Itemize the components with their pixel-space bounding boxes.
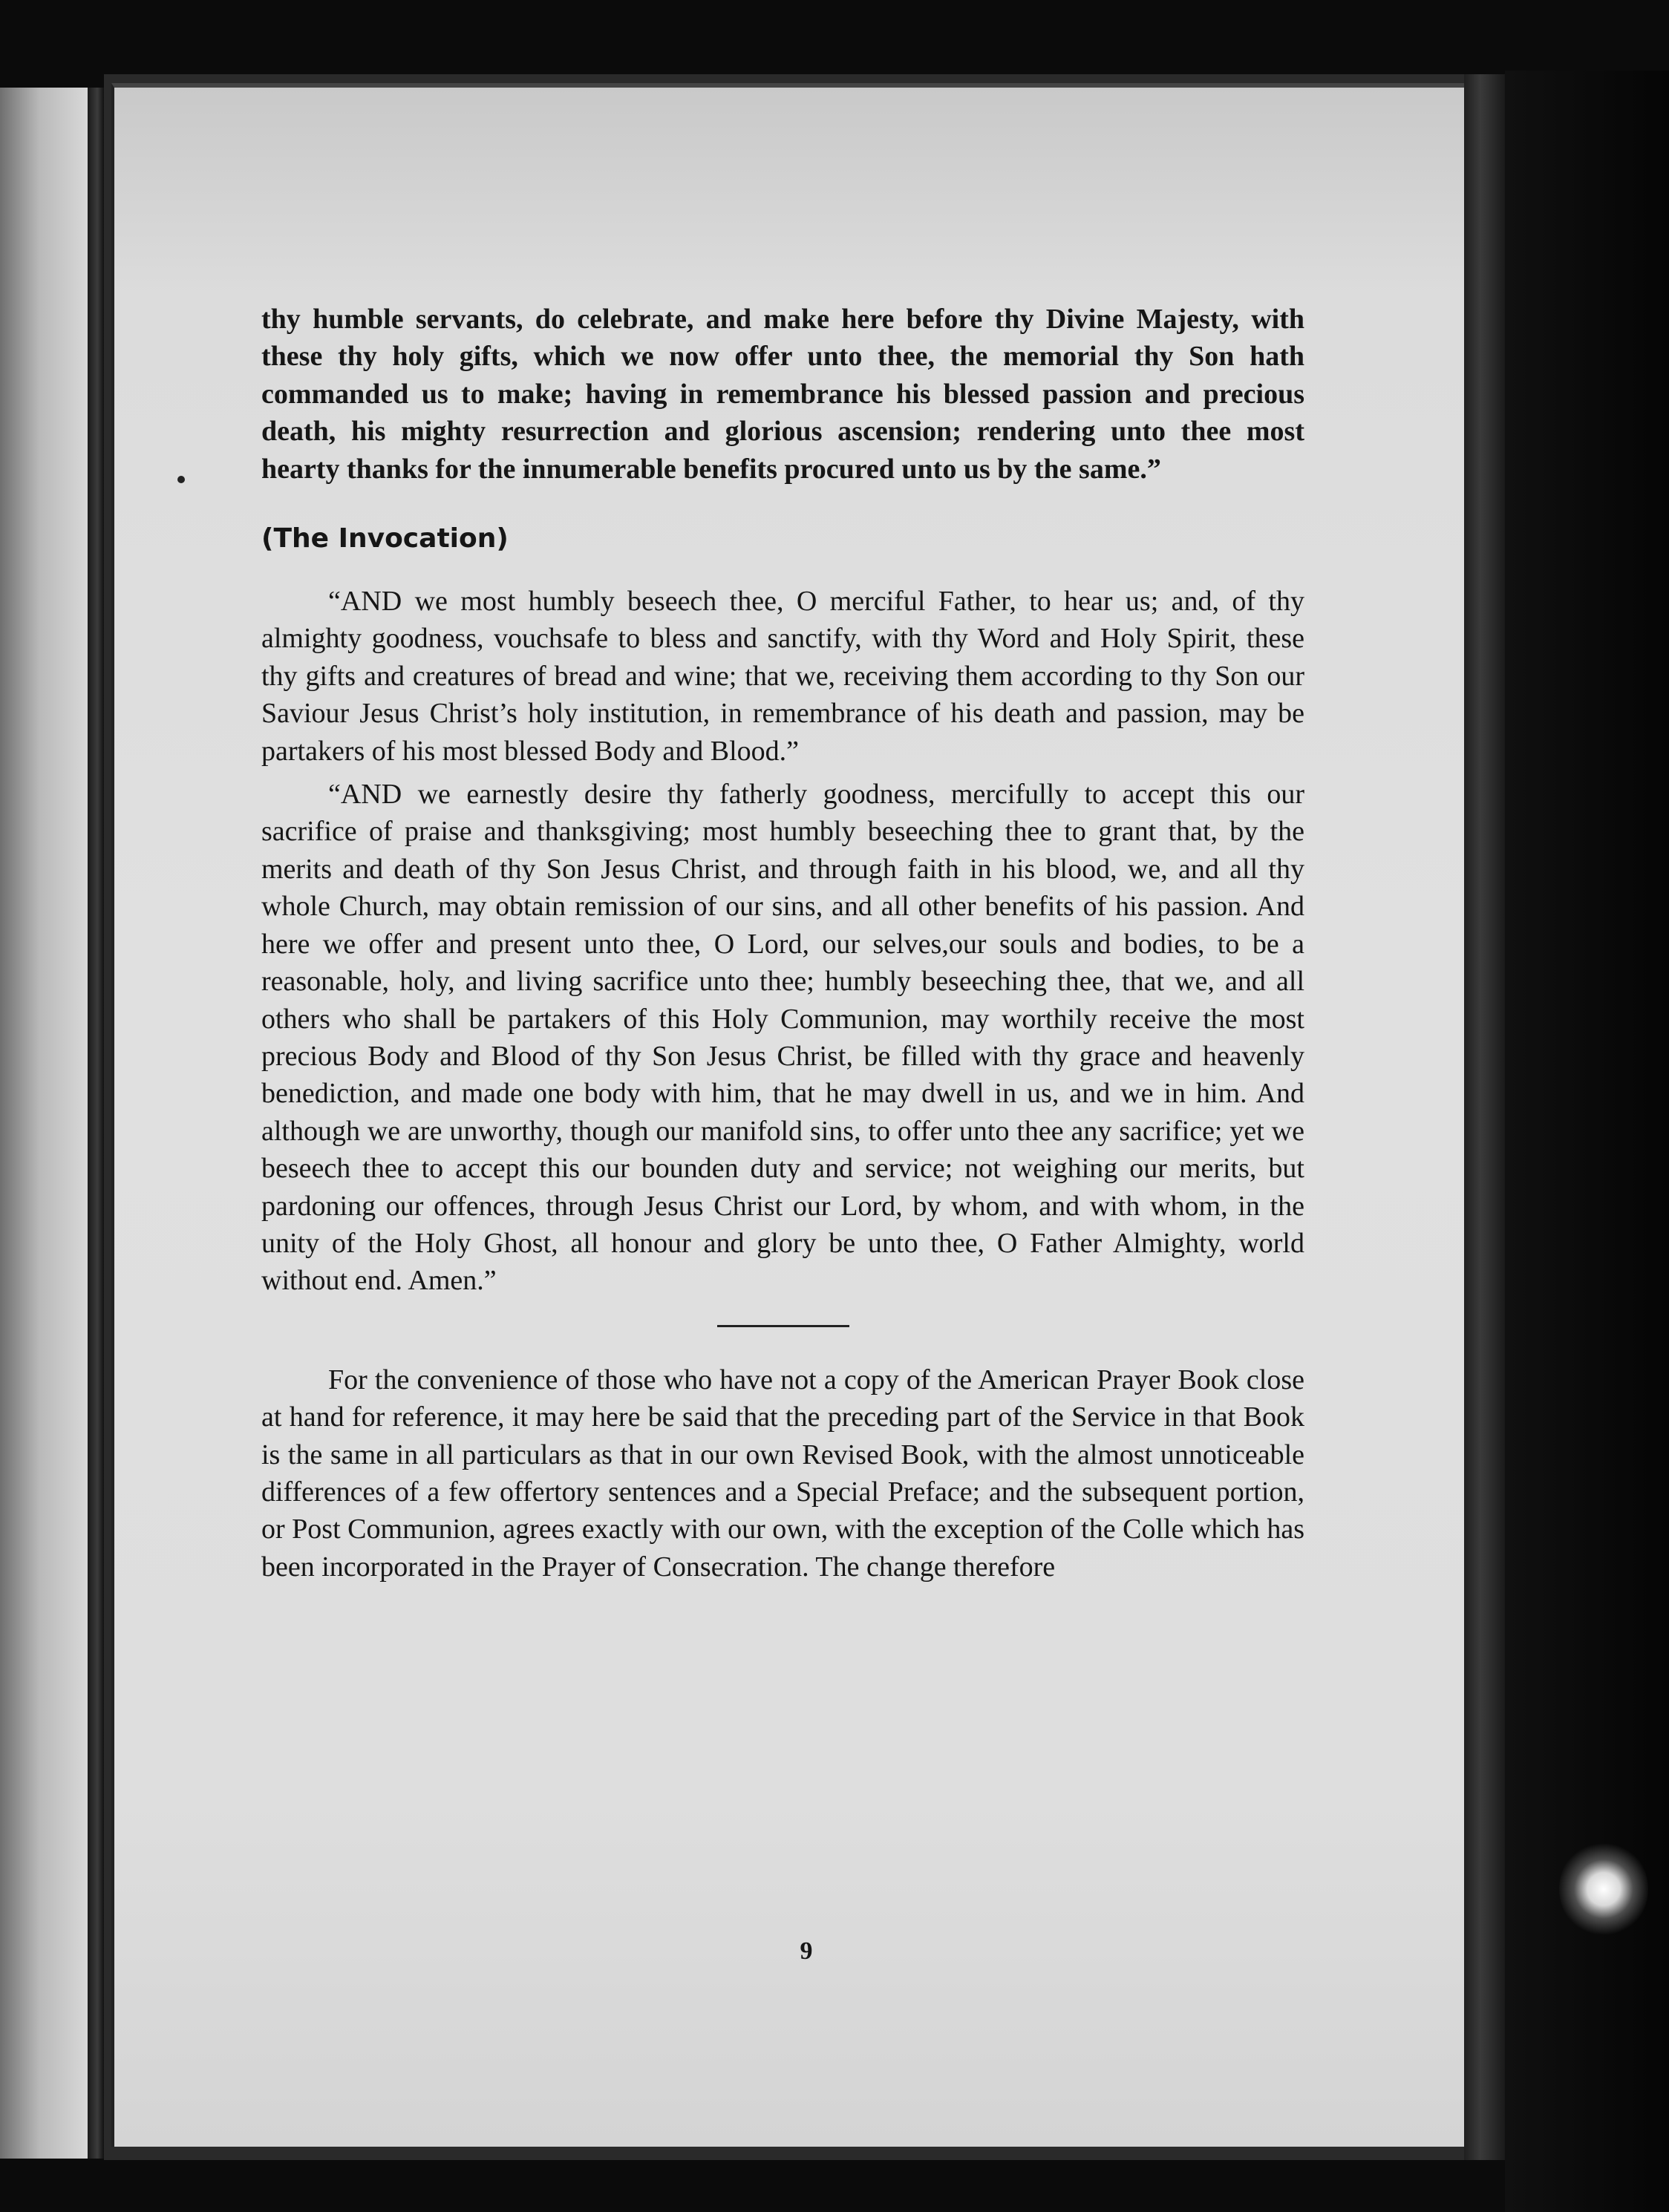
section-heading: (The Invocation) (261, 523, 509, 554)
paragraph-consecration-end: thy humble servants, do celebrate, and make here before thy Divine Majesty, with these thy holy gifts, which we now offer unto thee, the memorial thy Son hath commanded us to make; having in remembrance his blessed passion and precious death, his mighty resurrection and glorious ascension; rendering unto thee most hearty thanks for the innumerable benefits procured unto us by the same.” (261, 304, 1304, 485)
section-divider (717, 1325, 849, 1327)
page-text (261, 301, 1304, 1586)
page-number: 9 (800, 1937, 813, 1965)
page-right-edge (1464, 74, 1505, 2160)
paragraph-oblation: “AND we earnestly desire thy fatherly goodness, mercifully to accept this our sacrifice of praise and thanksgiving; most humbly beseeching thee to grant that, by the merits and death of thy Son Jesus Christ, and through faith in his blood, we, and all thy whole Church, may obtain remission of our sins, and all other benefits of his passion. And here we offer and present unto thee, O Lord, our selves,our souls and bodies, to be a reasonable, holy, and living sacrifice unto thee; humbly beseeching thee, that we, and all others who shall be partakers of this Holy Communion, may worthily receive the most precious Body and Blood of thy Son Jesus Christ, be filled with thy grace and heavenly benediction, and made one body with him, that he may dwell in us, and we in him. And although we are unworthy, though our manifold sins, to offer unto thee any sacrifice; yet we beseech thee to accept this our bounden duty and service; not weighing our merits, but pardoning our offences, through Jesus Christ our Lord, by whom, and with whom, in the unity of the Holy Ghost, all honour and glory be unto thee, O Father Almighty, world without end. Amen.” (261, 779, 1304, 1297)
adjacent-page-edge (0, 88, 88, 2159)
light-flare (1559, 1841, 1648, 1937)
paragraph-commentary: For the convenience of those who have not a copy of the American Prayer Book close at hand for reference, it may here be said that the preceding part of the Service in that Book is the same in all particulars as that in our own Revised Book, with the almost unnoticeable differences of a few offertory sentences and a Special Preface; and the subsequent portion, or Post Communion, agrees exactly with our own, with the exception of the Colle which has been incorporated in the Prayer of Consecration. The change therefore (261, 1364, 1304, 1583)
book-gutter (88, 88, 104, 2159)
paragraph-invocation: “AND we most humbly beseech thee, O merciful Father, to hear us; and, of thy almighty goodness, vouchsafe to bless and sanctify, with thy Word and Holy Spirit, these thy gifts and creatures of bread and wine; that we, receiving them according to thy Son our Saviour Jesus Christ’s holy institution, in remembrance of his death and passion, may be partakers of his most blessed Body and Blood.” (261, 586, 1304, 767)
margin-mark (177, 476, 185, 483)
